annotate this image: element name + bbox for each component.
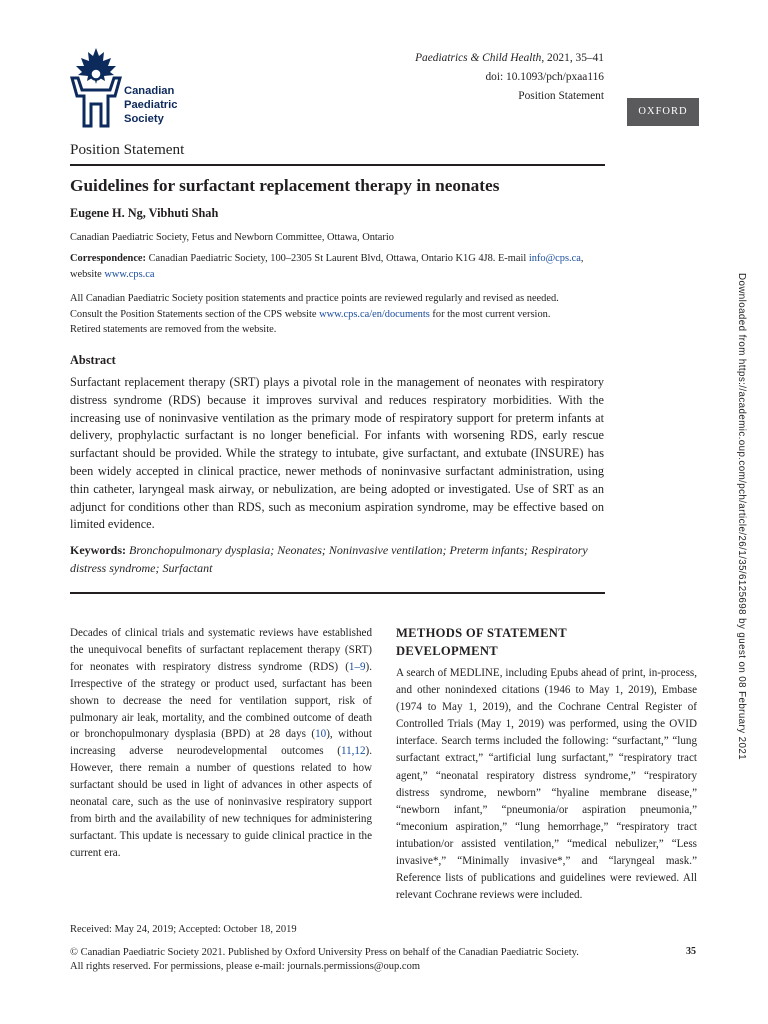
intro-paragraph (70, 625, 372, 862)
journal-doi: doi: 10.1093/pch/pxaa116 (485, 71, 604, 83)
article-affiliation: Canadian Paediatric Society, Fetus and Newborn Committee, Ottawa, Ontario (70, 232, 394, 243)
journal-citation-line (415, 49, 604, 68)
journal-article-type: Position Statement (518, 90, 604, 102)
intro-text-3: ), without increasing adverse neurodevelopmental outcomes ( (70, 728, 372, 758)
section-label: Position Statement (70, 141, 185, 158)
notice-line-3: Retired statements are removed from the website. (70, 324, 277, 336)
notice-line-2-post: for the most current version. (429, 308, 551, 320)
correspondence-text: Canadian Paediatric Society, 100–2305 St Laurent Blvd, Ottawa, Ontario K1G 4J8. E-mail (146, 253, 529, 264)
oxford-badge: OXFORD (627, 98, 699, 126)
correspondence-text-2: , (580, 253, 584, 264)
correspondence-label: Correspondence: (70, 253, 146, 264)
notice-line-1: All Canadian Paediatric Society position statements and practice points are reviewed regularly and revised as needed. (70, 293, 559, 304)
intro-text-2: ). Irrespective of the strategy or product used, surfactant has been shown to decrease the need for ventilation support, risk of pulmonary air leak, mortality, and the combined outcome of death or bronchopulmonary dysplasia (BPD) at 28 days ( (70, 660, 372, 741)
journal-info (415, 49, 604, 106)
header-divider (70, 164, 605, 166)
reference-link[interactable]: 10 (315, 728, 327, 741)
cps-logo-text (124, 84, 177, 126)
keywords-list: Bronchopulmonary dysplasia; Neonates; Noninvasive ventilation; Preterm infants; Respiratory distress syndrome; Surfactant (70, 543, 588, 575)
reference-link[interactable]: 11,12 (340, 745, 366, 758)
copyright-line-2: All rights reserved. For permissions, please e-mail: journals.permissions@oup.com (70, 960, 420, 972)
abstract-heading: Abstract (70, 353, 116, 367)
page-number: 35 (686, 946, 696, 957)
received-accepted-dates: Received: May 24, 2019; Accepted: October 18, 2019 (70, 924, 297, 935)
methods-heading: METHODS OF STATEMENT DEVELOPMENT (396, 626, 567, 658)
documents-link[interactable]: www.cps.ca/en/documents (319, 308, 430, 320)
download-watermark (733, 273, 749, 768)
notice-line-2-pre: Consult the Position Statements section of the CPS website (70, 308, 320, 320)
logo-line-3: Society (124, 113, 164, 125)
article-title: Guidelines for surfactant replacement therapy in neonates (70, 176, 500, 195)
article-authors: Eugene H. Ng, Vibhuti Shah (70, 206, 219, 220)
review-notice (70, 291, 615, 338)
notice-line-2 (70, 307, 615, 323)
abstract-divider (70, 592, 605, 594)
abstract-text: Surfactant replacement therapy (SRT) plays a pivotal role in the management of neonates with respiratory distress syndrome (RDS) because it improves survival and reduces respiratory morbidities. With the increasing use of noninvasive ventilation as the primary mode of respiratory support for preterm infants at delivery, prophylactic surfactant is no longer beneficial. For infants with worsening RDS, early rescue surfactant should be provided. While the strategy to intubate, give surfactant, and extubate (INSURE) has been widely accepted in clinical practice, newer methods of noninvasive surfactant administration, using thin catheter, laryngeal mask airway, or nebulization, are being adopted or investigated. Use of SRT as an adjunct for conditions other than RDS, such as meconium aspiration syndrome, may be effective based on limited evidence. (70, 375, 604, 532)
reference-link[interactable]: 1–9 (348, 660, 366, 673)
logo-line-2: Paediatric (124, 99, 178, 111)
copyright-line-1: © Canadian Paediatric Society 2021. Published by Oxford University Press on behalf of the Canadian Paediatric Society. (70, 947, 579, 958)
email-link[interactable]: info@cps.ca (528, 253, 581, 264)
keywords-label: Keywords: (70, 543, 126, 557)
intro-text-4: ). However, there remain a number of questions related to how surfactant should be used in light of advances in other aspects of neonatal care, such as the use of noninvasive respiratory support from birth and the availability of new techniques for administering surfactant. This update is necessary to guide clinical practice in the current era. (70, 745, 372, 859)
website-prefix: website (70, 269, 105, 280)
correspondence (70, 251, 610, 283)
download-watermark-text: Downloaded from https://academic.oup.com/pch/article/26/1/35/6125698 by guest on 08 February 2021 (736, 273, 747, 761)
methods-paragraph: A search of MEDLINE, including Epubs ahead of print, in-process, and other nonindexed citations (1946 to May 1, 2019), Embase (1974 to May 1, 2019), and the Cochrane Central Register of Controlled Trials (May 1, 2019) was performed, using the OVID interface. Search terms included the following: “surfactant,” “lung surfactant extract,” “artificial lung surfactant,” “respiratory tract agent,” “neonatal respiratory distress syndrome,” “respiratory distress syndrome, newborn” “hyaline membrane disease,” “newborn infant,” “pneumonia/or aspiration pneumonia,” “meconium aspiration,” “lung hemorrhage,” “respiratory tract intubation/or assisted ventilation,” “medical nebulizer,” “Less invasive*,” “Minimally invasive*,” and “laryngeal mask.” Reference lists of publications and guidelines were reviewed. All relevant Cochrane reviews were included. (396, 667, 697, 902)
copyright-notice (70, 946, 630, 973)
website-link[interactable]: www.cps.ca (104, 269, 155, 280)
journal-name: Paediatrics & Child Health (415, 52, 542, 64)
logo-line-1: Canadian (124, 85, 175, 97)
intro-text-1: Decades of clinical trials and systematic reviews have established the unequivocal benefits of surfactant replacement therapy (SRT) for neonates with respiratory distress syndrome (RDS) ( (70, 627, 372, 673)
keywords (70, 542, 604, 578)
journal-citation: , 2021, 35–41 (541, 52, 604, 64)
